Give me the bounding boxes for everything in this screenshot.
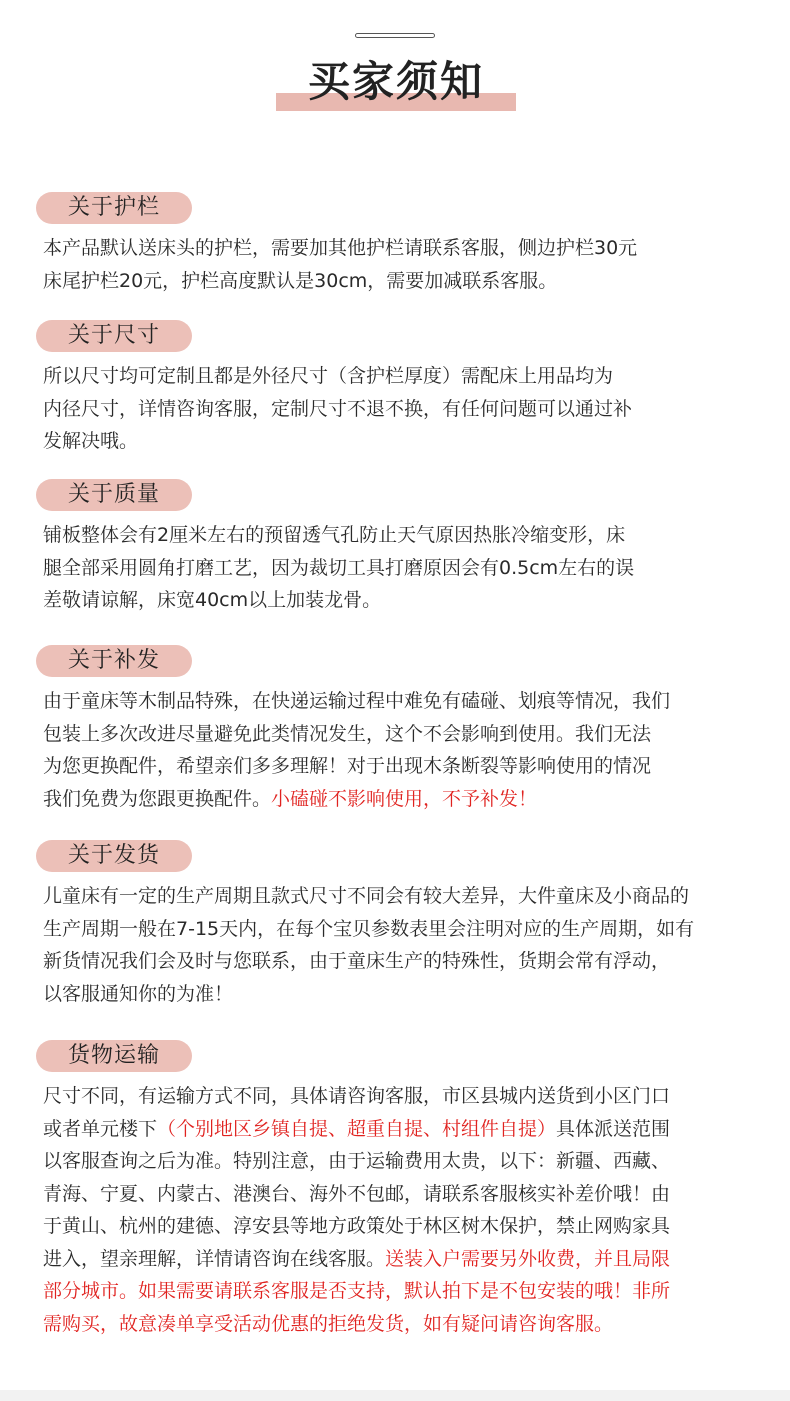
- body-text-run: 内径尺寸，详情咨询客服，定制尺寸不退不换，有任何问题可以通过补: [43, 397, 633, 420]
- body-text-run: 于黄山、杭州的建德、淳安县等地方政策处于林区树木保护，禁止网购家具: [43, 1215, 671, 1237]
- body-text-run: 或者单元楼下: [43, 1117, 158, 1140]
- section-label: 货物运输: [36, 1040, 192, 1072]
- body-text-run: 生产周期一般在7-15天内，在每个宝贝参数表里会注明对应的生产周期，如有: [43, 917, 695, 940]
- section-quality: [36, 479, 756, 617]
- section-label: 关于护栏: [36, 192, 192, 224]
- section-label: 关于补发: [36, 645, 192, 677]
- highlight-text: 部分城市。如果需要请联系客服是否支持，默认拍下是不包安装的哦！非所: [43, 1280, 671, 1302]
- body-text-run: 腿全部采用圆角打磨工艺，因为裁切工具打磨原因会有0.5cm左右的误: [43, 556, 635, 579]
- body-line: [43, 913, 756, 946]
- section-guardrail: [36, 192, 756, 297]
- section-body: [36, 1080, 756, 1340]
- body-line: [43, 1308, 756, 1341]
- body-line: [43, 978, 756, 1011]
- body-text-run: 差敬请谅解，床宽40cm以上加装龙骨。: [43, 589, 382, 611]
- highlight-text: 送装入户需要另外收费，并且局限: [385, 1247, 671, 1270]
- body-line: [43, 265, 756, 298]
- body-text-run: 发解决哦。: [43, 430, 139, 452]
- body-line: [43, 1275, 756, 1308]
- page-title: 买家须知: [307, 57, 484, 106]
- body-text-run: 所以尺寸均可定制且都是外径尺寸（含护栏厚度）需配床上用品均为: [43, 365, 614, 387]
- body-line: [43, 685, 756, 718]
- body-line: [43, 1145, 756, 1178]
- section-body: [36, 232, 756, 297]
- section-size: [36, 320, 756, 458]
- body-text-run: 以客服查询之后为准。特别注意，由于运输费用太贵，以下：新疆、西藏、: [43, 1150, 671, 1172]
- body-text-run: 尺寸不同，有运输方式不同，具体请咨询客服，市区县城内送货到小区门口: [43, 1085, 671, 1107]
- body-line: [43, 425, 756, 458]
- body-line: [43, 718, 756, 751]
- section-label: 关于发货: [36, 840, 192, 872]
- body-line: [43, 360, 756, 393]
- body-line: [43, 783, 756, 816]
- highlight-text: 需购买，故意凑单享受活动优惠的拒绝发货，如有疑问请咨询客服。: [43, 1312, 614, 1335]
- body-text-run: 以客服通知你的为准！: [43, 982, 234, 1005]
- bottom-divider-band: [0, 1390, 790, 1401]
- section-body: [36, 519, 756, 617]
- body-line: [43, 584, 756, 617]
- body-text-run: 新货情况我们会及时与您联系，由于童床生产的特殊性，货期会常有浮动，: [43, 950, 671, 972]
- section-body: [36, 880, 756, 1010]
- body-line: [43, 552, 756, 585]
- section-label: 关于质量: [36, 479, 192, 511]
- body-text-run: 具体派送范围: [556, 1117, 671, 1140]
- highlight-text: （个别地区乡镇自提、超重自提、村组件自提）: [157, 1117, 557, 1140]
- section-reissue: [36, 645, 756, 815]
- body-line: [43, 232, 756, 265]
- body-text-run: 儿童床有一定的生产周期且款式尺寸不同会有较大差异，大件童床及小商品的: [43, 885, 690, 907]
- body-line: [43, 393, 756, 426]
- body-text-run: 青海、宁夏、内蒙古、港澳台、海外不包邮，请联系客服核实补差价哦！由: [43, 1182, 671, 1205]
- body-text-run: 为您更换配件，希望亲们多多理解！对于出现木条断裂等影响使用的情况: [43, 755, 652, 777]
- top-decoration-rule: [355, 33, 435, 38]
- body-line: [43, 1113, 756, 1146]
- body-text-run: 由于童床等木制品特殊，在快递运输过程中难免有磕碰、划痕等情况，我们: [43, 690, 671, 712]
- highlight-text: 小磕碰不影响使用，不予补发！: [271, 787, 538, 810]
- body-line: [43, 945, 756, 978]
- body-line: [43, 750, 756, 783]
- section-body: [36, 685, 756, 815]
- section-label: 关于尺寸: [36, 320, 192, 352]
- body-text-run: 包装上多次改进尽量避免此类情况发生，这个不会影响到使用。我们无法: [43, 722, 652, 745]
- page-title-block: [276, 56, 516, 112]
- section-transport: [36, 1040, 756, 1340]
- body-line: [43, 1243, 756, 1276]
- body-line: [43, 1178, 756, 1211]
- body-text-run: 进入，望亲理解，详情请咨询在线客服。: [43, 1247, 386, 1270]
- body-text-run: 铺板整体会有2厘米左右的预留透气孔防止天气原因热胀冷缩变形，床: [43, 524, 626, 546]
- body-line: [43, 880, 756, 913]
- section-body: [36, 360, 756, 458]
- body-line: [43, 1210, 756, 1243]
- body-line: [43, 1080, 756, 1113]
- section-shipping: [36, 840, 756, 1010]
- body-line: [43, 519, 756, 552]
- body-text-run: 本产品默认送床头的护栏，需要加其他护栏请联系客服，侧边护栏30元: [43, 237, 638, 259]
- body-text-run: 床尾护栏20元，护栏高度默认是30cm，需要加减联系客服。: [43, 269, 558, 292]
- body-text-run: 我们免费为您跟更换配件。: [43, 787, 272, 810]
